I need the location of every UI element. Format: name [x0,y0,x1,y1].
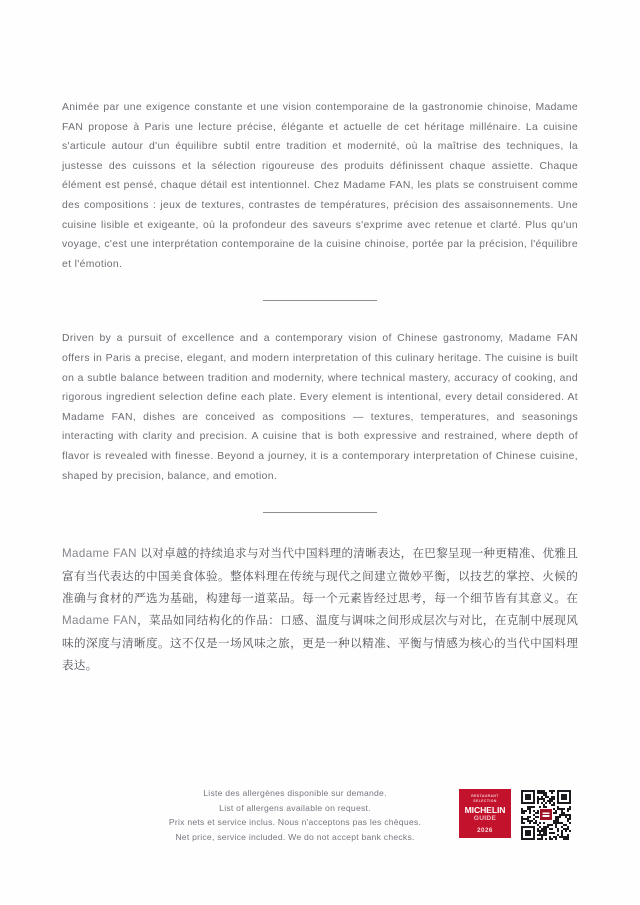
brand-name-inline: Madame FAN [62,614,138,628]
badge-top-line-one: RESTAURANT [471,794,499,799]
chinese-body-part-two: ，菜品如同结构化的作品：口感、温度与调味之间形成层次与对比，在克制中展现风味的深度与清晰度。这不仅是一场风味之旅，更是一种以精准、平衡与情感为核心的当代中国料理表达。 [62,614,578,673]
footer-line-payment-fr: Prix nets et service inclus. Nous n'acceptons pas les chèques. [168,817,422,828]
section-divider [263,300,377,301]
footer-line-allergens-en: List of allergens available on request. [219,802,371,813]
content-container [62,98,578,678]
footer-line-allergens-fr: Liste des allergènes disponible sur demande. [203,788,387,798]
french-paragraph: Animée par une exigence constante et une vision contemporaine de la gastronomie chinoise, Madame FAN propose à Paris une lecture précise, élégante et actuelle de cet héritage millénaire. La cuisine s'articule autour d'un équilibre subtil entre tradition et modernité, où la maîtrise des techniques, la justesse des cuissons et la sélection rigoureuse des produits définissent chaque assiette. Chaque élément est pensé, chaque détail est intentionnel. Chez Madame FAN, les plats se construisent comme des compositions : jeux de textures, contrastes de températures, précision des assaisonnements. Une cuisine lisible et exigeante, où la profondeur des saveurs s'exprime avec retenue et clarté. Plus qu'un voyage, c'est une interprétation contemporaine de la cuisine chinoise, portée par la précision, l'équilibre et l'émotion. [62,102,578,270]
section-divider [263,512,377,513]
badge-main-label: MICHELIN [464,805,506,816]
spacer [62,486,578,512]
footer-line-payment-en: Net price, service included. We do not accept bank checks. [175,831,415,842]
qr-center-logo [540,809,552,820]
chinese-paragraph [62,543,578,677]
english-paragraph: Driven by a pursuit of excellence and a contemporary vision of Chinese gastronomy, Madame FAN offers in Paris a precise, elegant, and modern interpretation of this culinary heritage. The cuisine is built on a subtle balance between tradition and modernity, where technical mastery, accuracy of cooking, and rigorous ingredient selection define each plate. Every element is intentional, every detail considered. At Madame FAN, dishes are conceived as compositions — textures, temperatures, and seasonings interacting with clarity and precision. A cuisine that is both expressive and restrained, where depth of flavor is revealed with finesse. Beyond a journey, it is a contemporary interpretation of Chinese cuisine, shaped by precision, balance, and emotion. [62,333,578,482]
badge-year: 2026 [477,826,493,834]
spacer [62,513,578,543]
brand-name-lead: Madame FAN [62,547,137,561]
badge-sub-label: GUIDE [473,815,497,823]
spacer [62,274,578,300]
chinese-body-part-one: 以对卓越的持续追求与对当代中国料理的清晰表达，在巴黎呈现一种更精准、优雅且富有当代表达的中国美食体验。整体料理在传统与现代之间建立微妙平衡，以技艺的掌控、火候的准确与食材的严选为基础，构建每一道菜品。每一个元素皆经过思考，每一个细节皆有其意义。在 [62,547,578,605]
badge-top-line-two: SELECTION [473,798,497,803]
qr-code[interactable] [521,790,571,840]
footer-notice-block [88,786,502,844]
michelin-guide-badge [459,789,511,838]
spacer [62,301,578,329]
